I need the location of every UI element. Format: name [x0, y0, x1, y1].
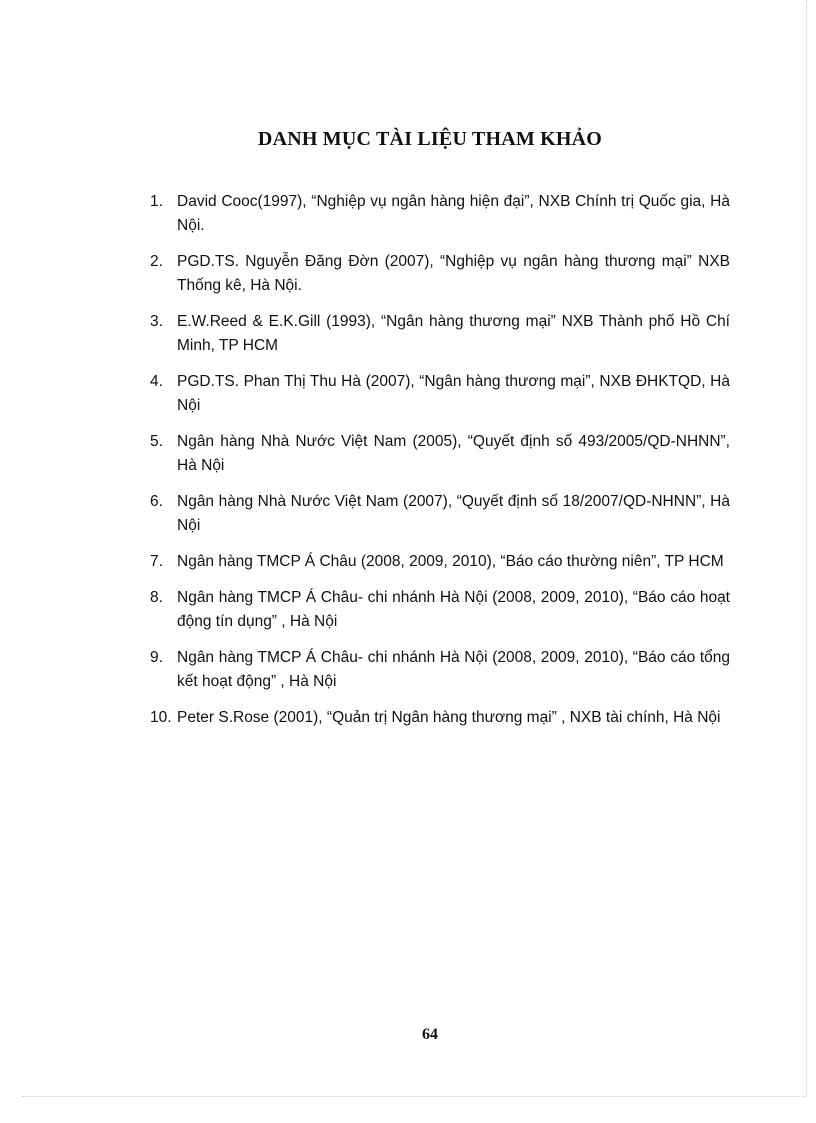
- reference-item: [150, 646, 730, 694]
- reference-item: [150, 430, 730, 478]
- reference-number: 7.: [150, 553, 163, 570]
- reference-text: E.W.Reed & E.K.Gill (1993), “Ngân hàng thương mại” NXB Thành phố Hồ Chí Minh, TP HCM: [177, 313, 730, 354]
- reference-text: PGD.TS. Nguyễn Đăng Đờn (2007), “Nghiệp vụ ngân hàng thương mại” NXB Thống kê, Hà Nội.: [177, 253, 730, 294]
- reference-text: PGD.TS. Phan Thị Thu Hà (2007), “Ngân hàng thương mại”, NXB ĐHKTQD, Hà Nội: [177, 373, 730, 414]
- reference-text: Ngân hàng TMCP Á Châu- chi nhánh Hà Nội (2008, 2009, 2010), “Báo cáo hoạt động tín dụng” , Hà Nội: [177, 589, 730, 630]
- page-border-right: [806, 0, 807, 1096]
- reference-number: 6.: [150, 493, 163, 510]
- reference-item: [150, 586, 730, 634]
- reference-item: [150, 370, 730, 418]
- reference-text: Ngân hàng TMCP Á Châu- chi nhánh Hà Nội (2008, 2009, 2010), “Báo cáo tổng kết hoạt động” , Hà Nội: [177, 649, 730, 690]
- reference-number: 1.: [150, 193, 163, 210]
- reference-number: 4.: [150, 373, 163, 390]
- reference-item: [150, 250, 730, 298]
- page-number: 64: [422, 1026, 438, 1043]
- reference-number: 8.: [150, 589, 163, 606]
- reference-item: [150, 490, 730, 538]
- reference-number: 9.: [150, 649, 163, 666]
- reference-number: 2.: [150, 253, 163, 270]
- reference-text: Ngân hàng Nhà Nước Việt Nam (2005), “Quyết định số 493/2005/QD-NHNN”, Hà Nội: [177, 433, 730, 474]
- reference-item: [150, 706, 730, 730]
- page-title: DANH MỤC TÀI LIỆU THAM KHẢO: [257, 128, 603, 151]
- reference-text: Ngân hàng TMCP Á Châu (2008, 2009, 2010), “Báo cáo thường niên”, TP HCM: [177, 553, 724, 570]
- reference-number: 5.: [150, 433, 163, 450]
- reference-list: [150, 190, 730, 742]
- reference-text: Peter S.Rose (2001), “Quản trị Ngân hàng thương mại” , NXB tài chính, Hà Nội: [177, 709, 721, 726]
- reference-number: 3.: [150, 313, 163, 330]
- reference-number: 10.: [150, 709, 172, 726]
- reference-text: David Cooc(1997), “Nghiệp vụ ngân hàng hiện đại”, NXB Chính trị Quốc gia, Hà Nội.: [177, 193, 730, 234]
- reference-item: [150, 550, 730, 574]
- reference-item: [150, 310, 730, 358]
- reference-item: [150, 190, 730, 238]
- reference-text: Ngân hàng Nhà Nước Việt Nam (2007), “Quyết định số 18/2007/QD-NHNN”, Hà Nội: [177, 493, 730, 534]
- page-border-bottom: [22, 1096, 806, 1097]
